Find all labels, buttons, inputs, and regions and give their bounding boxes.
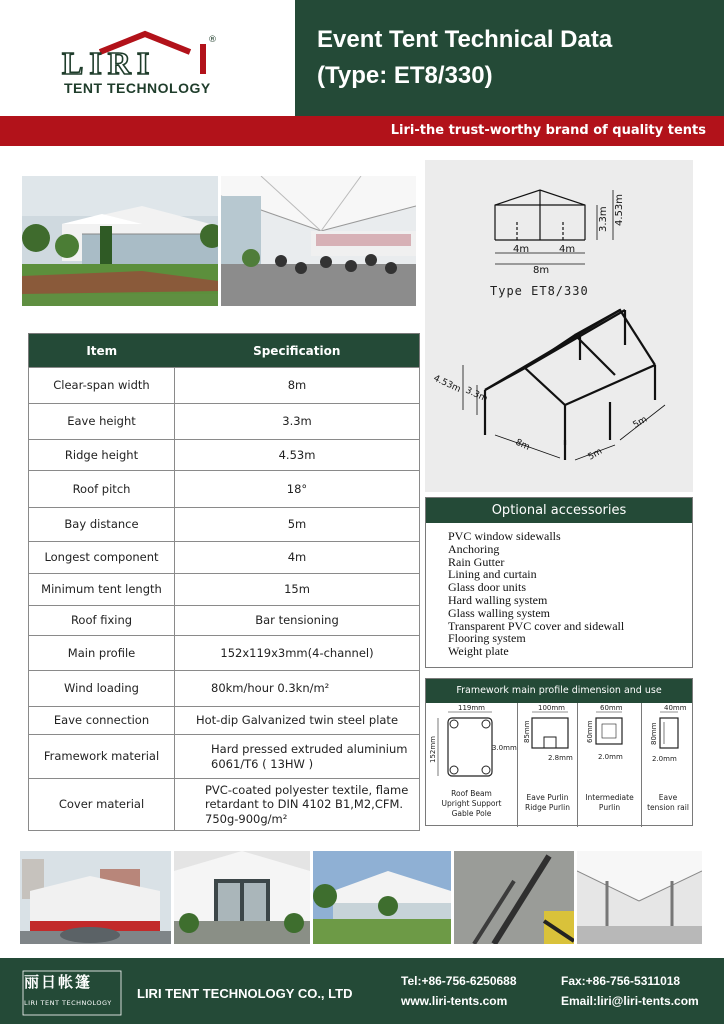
profile-inter-thickness: 2.0mm [598,753,623,761]
row-spec: 152x119x3mm(4-channel) [175,636,420,671]
profile-rail-width: 40mm [664,704,687,712]
profile-main [426,703,518,827]
profile-main-use3: Gable Pole [451,809,492,818]
dim-iso-bay1: 5m [586,446,605,463]
row-spec: 18° [175,471,420,508]
table-row [29,779,420,831]
row-item: Roof fixing [29,606,175,636]
profile-eave-width: 100mm [538,704,565,712]
profile-inter-use2: Purlin [598,803,621,812]
logo-area [0,0,295,116]
row-item: Eave height [29,404,175,440]
footer [0,958,724,1024]
row-item: Bay distance [29,508,175,542]
accessories-list [426,523,692,658]
profiles-title: Framework main profile dimension and use [426,679,692,703]
footer-logo-cn: 丽日帐篷 [24,973,93,991]
profile-rail-use1: Eave [658,793,678,802]
header-specification: Specification [175,334,420,368]
table-row [29,636,420,671]
spec-table [28,333,420,831]
row-item: Eave connection [29,707,175,735]
table-row [29,574,420,606]
row-spec: Hot-dip Galvanized twin steel plate [175,707,420,735]
tent-diagram [425,160,693,492]
row-spec: Bar tensioning [175,606,420,636]
tent-photo-2 [174,851,310,944]
framework-profiles [425,678,693,826]
profile-main-use2: Upright Support [441,799,502,808]
logo-wordmark: LIRI [62,45,156,81]
slogan: Liri-the trust-worthy brand of quality tents [390,123,706,138]
row-spec: 8m [175,368,420,404]
row-spec: 15m [175,574,420,606]
dim-front-bay-right: 4m [559,244,576,255]
list-item: Glass door units [448,580,526,595]
title-area [295,0,724,116]
row-spec: Hard pressed extruded aluminium 6061/T6 ( 13HW ) [175,735,420,779]
accessories-title: Optional accessories [426,498,692,523]
profile-intermediate-purlin [578,703,642,827]
profile-rail-thickness: 2.0mm [652,755,677,763]
row-spec: 80km/hour 0.3kn/m² [175,671,420,707]
list-item: PVC window sidewalls [448,529,561,543]
list-item: Transparent PVC cover and sidewall [448,618,625,633]
table-row [29,508,420,542]
dim-front-bay-left: 4m [513,244,530,255]
dim-iso-width: 8m [513,437,532,453]
company-name: LIRI TENT TECHNOLOGY CO., LTD [137,986,353,1001]
table-row [29,606,420,636]
profile-inter-width: 60mm [600,704,623,712]
tent-photo-1 [20,851,171,944]
registered-mark: ® [208,35,217,45]
dim-front-width: 8m [533,265,550,276]
tent-photo-3 [313,851,451,944]
footer-logo-en: LIRI TENT TECHNOLOGY [24,999,112,1007]
tel: Tel:+86-756-6250688 [401,974,517,988]
header [0,0,724,116]
row-item: Clear-span width [29,368,175,404]
row-spec: 4m [175,542,420,574]
list-item: Hard walling system [448,592,548,607]
dim-front-eave: 3.3m [598,206,609,232]
optional-accessories [425,497,693,668]
table-row [29,368,420,404]
tent-photo-4 [577,851,702,944]
row-item: Main profile [29,636,175,671]
tent-exterior-photo [22,176,218,306]
profile-eave-purlin [518,703,578,827]
header-item: Item [29,334,175,368]
row-item: Framework material [29,735,175,779]
table-row [29,471,420,508]
list-item: Anchoring [448,541,500,556]
profile-inter-use1: Intermediate [585,793,634,802]
spec-table-header [29,334,420,368]
profile-eave-thickness: 2.8mm [548,754,573,762]
row-item: Wind loading [29,671,175,707]
table-row [29,440,420,471]
page-title: Event Tent Technical Data [317,26,613,53]
profile-eave-height: 85mm [523,720,531,743]
profile-main-width: 119mm [458,704,485,712]
profile-rail-use2: tension rail [647,803,689,812]
website-link[interactable]: www.liri-tents.com [401,994,508,1008]
row-item: Cover material [29,779,175,831]
list-item: Flooring system [448,631,526,646]
list-item: Lining and curtain [448,567,537,582]
dim-iso-ridge: 4.53m [431,373,463,395]
row-item: Longest component [29,542,175,574]
list-item: Rain Gutter [448,554,505,569]
row-spec: PVC-coated polyester textile, flame retardant to DIN 4102 B1,M2,CFM. 750g-900g/m² [175,779,420,831]
profile-main-use1: Roof Beam [451,789,492,798]
profile-eave-tension-rail [642,703,694,827]
page-subtitle: (Type: ET8/330) [317,62,493,89]
profile-main-thickness: 3.0mm [492,744,517,752]
row-item: Roof pitch [29,471,175,508]
dim-iso-bay2: 5m [631,414,650,431]
profile-eave-use1: Eave Purlin [526,793,569,802]
row-item: Ridge height [29,440,175,471]
list-item: Weight plate [448,644,509,659]
list-item: Glass walling system [448,605,550,620]
row-spec: 4.53m [175,440,420,471]
email-link[interactable]: Email:liri@liri-tents.com [561,994,699,1008]
table-row [29,542,420,574]
logo-subtitle: TENT TECHNOLOGY [64,80,211,96]
row-spec: 3.3m [175,404,420,440]
dim-iso-eave: 3.3m [463,385,489,405]
row-spec: 5m [175,508,420,542]
row-item: Minimum tent length [29,574,175,606]
table-row [29,707,420,735]
profile-main-height: 152mm [429,736,437,763]
table-row [29,735,420,779]
profile-inter-height: 60mm [586,720,594,743]
table-row [29,404,420,440]
profile-photo [454,851,574,944]
dim-front-ridge: 4.53m [614,193,625,226]
type-label: Type ET8/330 [490,284,589,298]
profile-rail-height: 80mm [650,722,658,745]
fax: Fax:+86-756-5311018 [561,974,681,988]
table-row [29,671,420,707]
tent-interior-photo [221,176,416,306]
profile-eave-use2: Ridge Purlin [525,803,570,812]
